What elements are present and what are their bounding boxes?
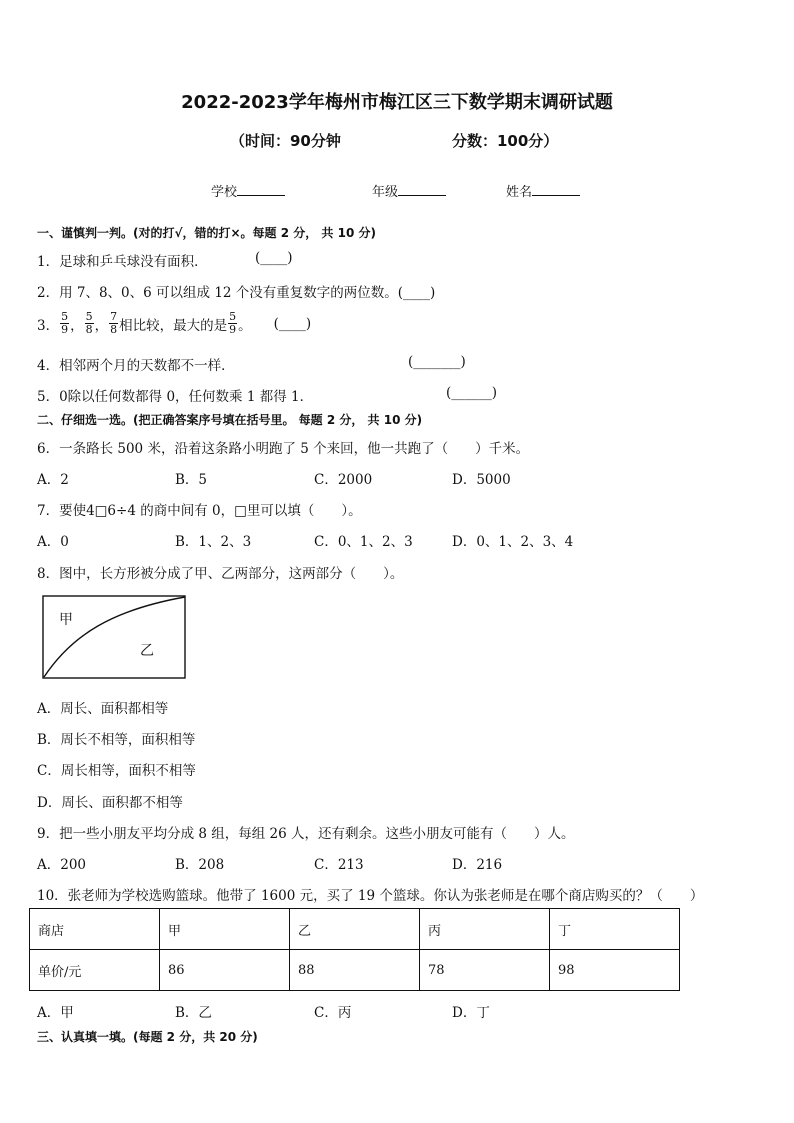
question-7-option-a[interactable]: A．0 [37, 534, 69, 550]
question-8-option-d[interactable]: D．周长、面积都不相等 [37, 795, 183, 811]
figure-label-jia: 甲 [59, 612, 73, 628]
table-cell: 乙 [290, 909, 420, 950]
question-2: 2．用 7、8、0、6 可以组成 12 个没有重复数字的两位数。(____) [37, 285, 436, 301]
question-3: 3． $\frac{5}{9}$ ， $\frac{5}{8}$ ， $\frac{7}{8}$ 相比较，最大的是 $\frac{5}{9}$ 。 (____) [37, 310, 312, 336]
school-field [211, 181, 285, 200]
section2-heading: 二、仔细选一选。(把正确答案序号填在括号里。 每题 2 分， 共 10 分) [37, 413, 423, 427]
question-4-paren[interactable]: (_______) [408, 354, 466, 370]
question-9-option-c[interactable]: C．213 [314, 857, 364, 873]
question-8-option-c[interactable]: C．周长相等，面积不相等 [37, 763, 196, 779]
school-blank[interactable] [237, 182, 285, 196]
question-8-option-a[interactable]: A．周长、面积都相等 [37, 701, 169, 717]
fraction-denominator: 8 [110, 323, 118, 336]
question-10-option-c[interactable]: C．丙 [314, 1005, 352, 1021]
grade-field [372, 181, 446, 200]
question-3-number: 3． [37, 317, 60, 334]
question-4: 4．相邻两个月的天数都不一样． [37, 358, 235, 374]
table-cell: 商店 [30, 909, 160, 950]
name-field [506, 181, 580, 200]
question-10: 10．张老师为学校选购篮球。他带了 1600 元，买了 19 个篮球。你认为张老师是在哪个商店购买的？（ ） [37, 888, 704, 904]
table-cell: 丁 [550, 909, 680, 950]
fraction-numerator: 5 [61, 310, 69, 323]
question-9-option-a[interactable]: A．200 [37, 857, 87, 873]
figure-label-yi: 乙 [140, 643, 154, 659]
table-cell: 丙 [420, 909, 550, 950]
question-10-option-b[interactable]: B．乙 [175, 1005, 212, 1021]
question-5-paren[interactable]: (______) [446, 385, 498, 401]
table-row [30, 950, 680, 991]
name-label: 姓名 [506, 185, 533, 200]
fraction-numerator: 5 [85, 310, 93, 323]
question-9-option-d[interactable]: D．216 [452, 857, 503, 873]
question-7-option-c[interactable]: C．0、1、2、3 [314, 534, 413, 550]
question-6-option-d[interactable]: D．5000 [452, 472, 511, 488]
table-cell: 86 [160, 950, 290, 991]
price-table [29, 908, 680, 991]
question-6-option-c[interactable]: C．2000 [314, 472, 373, 488]
question-5: 5．0除以任何数都得 0，任何数乘 1 都得 1． [37, 389, 314, 405]
fraction-7-8 [109, 311, 118, 336]
table-cell: 单价/元 [30, 950, 160, 991]
table-cell: 98 [550, 950, 680, 991]
question-3-text: 相比较，最大的是 [119, 317, 228, 334]
question-8: 8．图中，长方形被分成了甲、乙两部分，这两部分（ ）。 [37, 566, 404, 582]
question-1-paren[interactable]: (____) [255, 250, 293, 266]
table-cell: 甲 [160, 909, 290, 950]
question-9: 9．把一些小朋友平均分成 8 组，每组 26 人，还有剩余。这些小朋友可能有（ ）人。 [37, 826, 575, 842]
fraction-5-9 [60, 311, 69, 336]
exam-time: （时间：90分钟 [230, 132, 341, 150]
question-6-option-b[interactable]: B．5 [175, 472, 208, 488]
fraction-5-8 [85, 311, 94, 336]
question-3-end: 。 [238, 317, 252, 334]
exam-score: 分数：100分） [452, 132, 559, 150]
section3-heading: 三、认真填一填。(每题 2 分，共 20 分) [37, 1030, 258, 1044]
question-10-option-a[interactable]: A．甲 [37, 1005, 74, 1021]
question-6: 6．一条路长 500 米，沿着这条路小明跑了 5 个来回，他一共跑了（ ）千米。 [37, 441, 530, 457]
question-6-option-a[interactable]: A．2 [37, 472, 69, 488]
page-title: 2022-2023学年梅州市梅江区三下数学期末调研试题 [181, 92, 613, 113]
fraction-denominator: 9 [61, 323, 69, 336]
fraction-numerator: 7 [110, 310, 118, 323]
question-10-option-d[interactable]: D．丁 [452, 1005, 490, 1021]
fraction-denominator: 8 [85, 323, 93, 336]
question-7-option-d[interactable]: D．0、1、2、3、4 [452, 534, 574, 550]
table-cell: 88 [290, 950, 420, 991]
question-7-option-b[interactable]: B．1、2、3 [175, 534, 252, 550]
question-3-paren[interactable]: (____) [273, 315, 312, 332]
question-8-option-b[interactable]: B．周长不相等，面积相等 [37, 732, 196, 748]
table-cell: 78 [420, 950, 550, 991]
name-blank[interactable] [532, 182, 580, 196]
table-row [30, 909, 680, 950]
fraction-numerator: 5 [229, 310, 237, 323]
school-label: 学校 [211, 185, 238, 200]
section1-heading: 一、谨慎判一判。(对的打√，错的打×。每题 2 分， 共 10 分) [37, 226, 376, 240]
fraction-denominator: 9 [229, 323, 237, 336]
question-1: 1．足球和乒乓球没有面积． [37, 254, 208, 270]
fraction-5-9-answer [228, 311, 237, 336]
grade-blank[interactable] [398, 182, 446, 196]
grade-label: 年级 [372, 185, 399, 200]
question-7: 7．要使4□6÷4 的商中间有 0，□里可以填（ ）。 [37, 503, 362, 519]
rectangle-figure [42, 595, 187, 679]
question-9-option-b[interactable]: B．208 [175, 857, 225, 873]
